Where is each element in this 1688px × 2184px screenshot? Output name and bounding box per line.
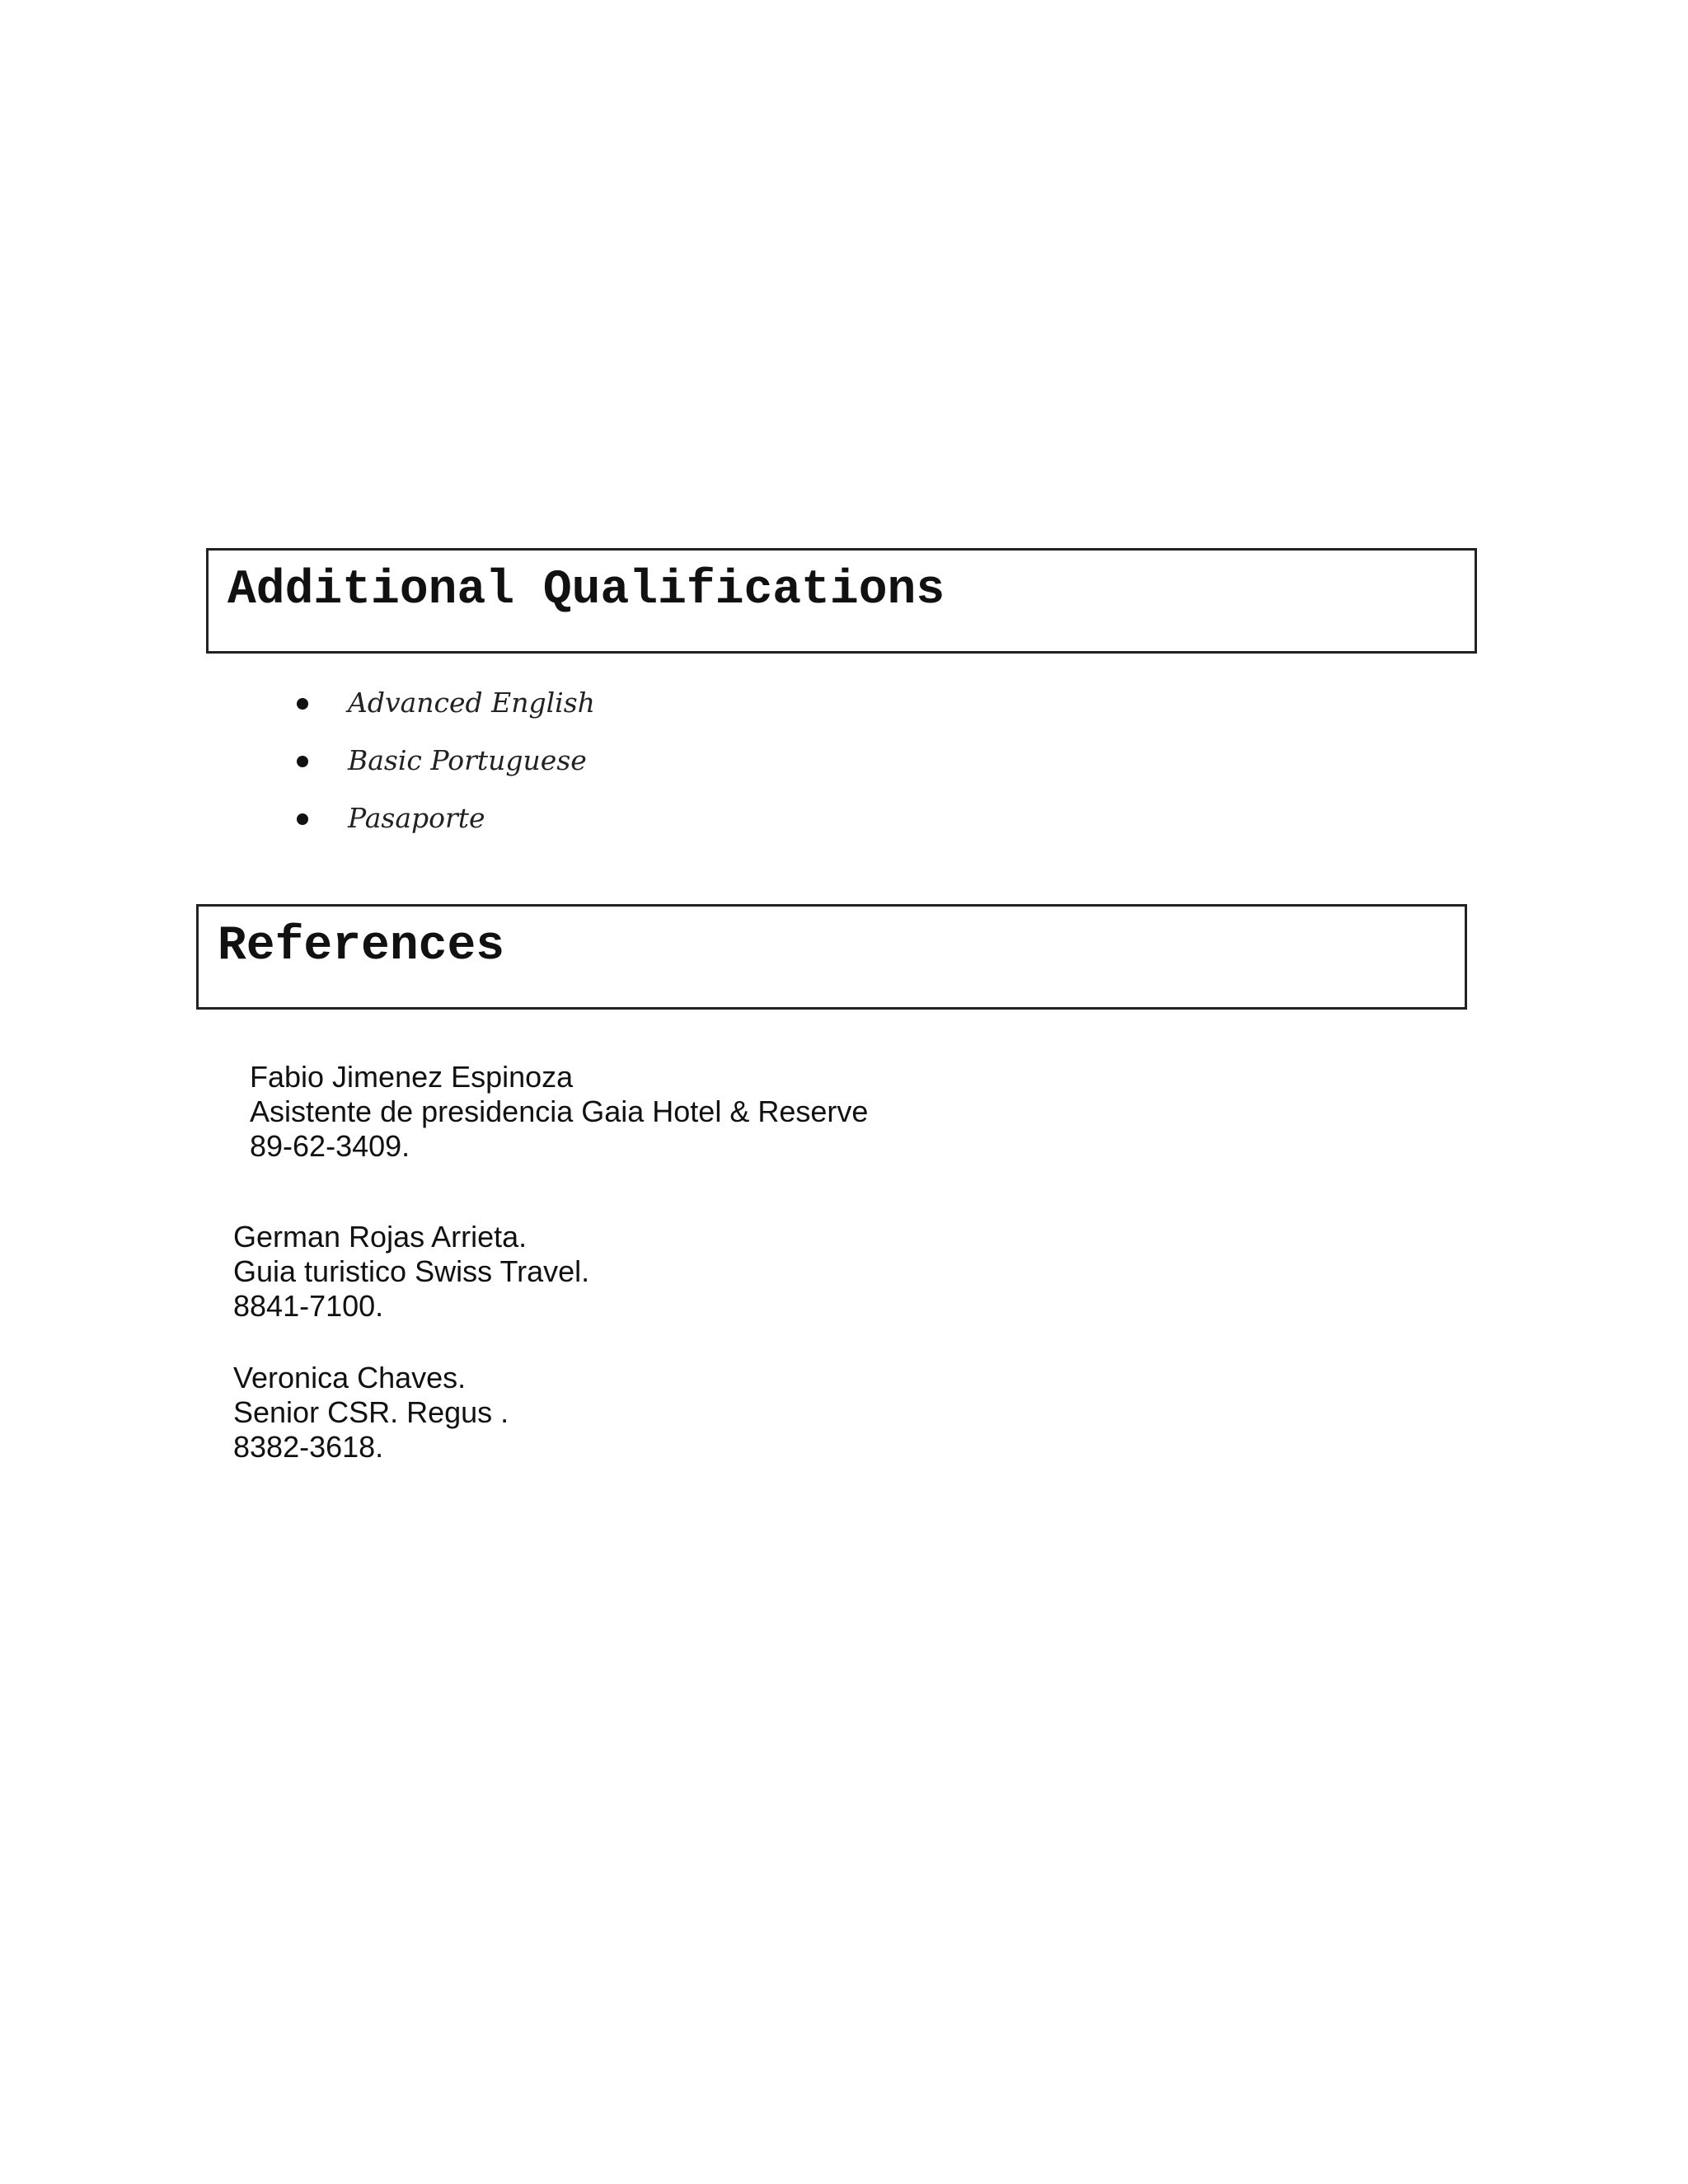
reference-entry <box>233 1361 509 1465</box>
reference-role: Guia turistico Swiss Travel. <box>233 1254 590 1288</box>
qualification-text: Pasaporte <box>348 802 485 834</box>
bullet-icon <box>297 813 308 825</box>
reference-name: Fabio Jimenez Espinoza <box>250 1060 574 1094</box>
qualifications-title: Additional Qualifications <box>227 564 945 617</box>
qualifications-header-box <box>206 548 1477 654</box>
reference-phone: 8841-7100. <box>233 1289 384 1323</box>
references-title: References <box>218 920 505 973</box>
references-header-box <box>196 904 1467 1010</box>
reference-phone: 8382-3618. <box>233 1430 384 1464</box>
reference-entry <box>233 1220 589 1324</box>
qualification-text: Advanced English <box>348 687 595 719</box>
reference-phone: 89-62-3409. <box>250 1129 410 1163</box>
qualification-text: Basic Portuguese <box>348 744 587 776</box>
reference-name: German Rojas Arrieta. <box>233 1220 528 1254</box>
reference-role: Asistente de presidencia Gaia Hotel & Reserve <box>250 1094 869 1128</box>
reference-entry <box>250 1060 868 1164</box>
reference-role: Senior CSR. Regus . <box>233 1395 509 1429</box>
bullet-icon <box>297 698 308 710</box>
reference-name: Veronica Chaves. <box>233 1361 467 1394</box>
bullet-icon <box>297 756 308 767</box>
